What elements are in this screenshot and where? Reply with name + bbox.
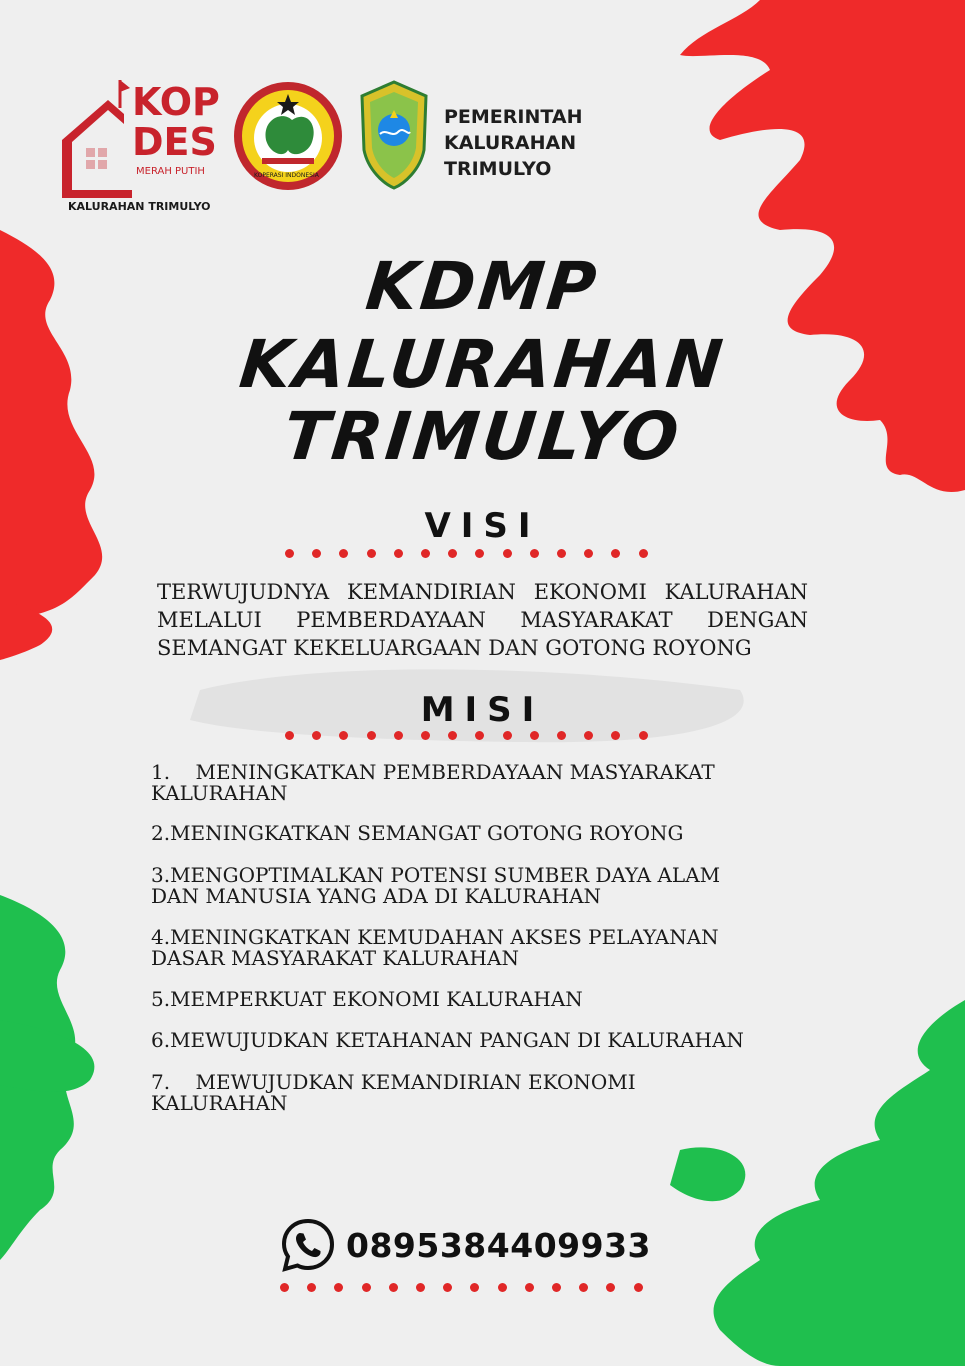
misi-item-1: [151, 762, 811, 804]
divider-dot: [421, 731, 430, 740]
divider-dot: [611, 731, 620, 740]
divider-dot: [470, 1283, 479, 1292]
pemerintah-line-1: PEMERINTAH: [444, 106, 583, 128]
des-text: DES: [132, 120, 217, 164]
divider-dot: [362, 1283, 371, 1292]
misi-item-3-line-2: DAN MANUSIA YANG ADA DI KALURAHAN: [151, 884, 602, 908]
misi-dot-divider: [285, 731, 665, 741]
misi-item-7-line-1: 7. MEWUJUDKAN KEMANDIRIAN EKONOMI: [151, 1070, 636, 1094]
merah-putih-text: MERAH PUTIH: [136, 166, 205, 177]
divider-dot: [421, 549, 430, 558]
misi-item-5-line-1: 5.MEMPERKUAT EKONOMI KALURAHAN: [151, 987, 583, 1011]
divider-dot: [498, 1283, 507, 1292]
divider-dot: [530, 731, 539, 740]
divider-dot: [639, 549, 648, 558]
divider-dot: [475, 549, 484, 558]
divider-dot: [334, 1283, 343, 1292]
title-line-2: KALURAHAN: [236, 326, 729, 403]
phone-number: 0895384409933: [346, 1226, 651, 1265]
visi-line-2: MELALUI PEMBERDAYAAN MASYARAKAT DENGAN: [157, 608, 808, 632]
koperasi-caption: KOPERASI INDONESIA: [254, 172, 319, 179]
visi-line-3: SEMANGAT KEKELUARGAAN DAN GOTONG ROYONG: [157, 636, 752, 660]
divider-dot: [285, 549, 294, 558]
misi-heading: MISI: [420, 690, 545, 730]
divider-dot: [389, 1283, 398, 1292]
divider-dot: [584, 549, 593, 558]
divider-dot: [307, 1283, 316, 1292]
divider-dot: [639, 731, 648, 740]
koperasi-logo: [232, 80, 344, 192]
divider-dot: [530, 549, 539, 558]
divider-dot: [312, 549, 321, 558]
whatsapp-icon: [281, 1218, 335, 1272]
house-icon: [58, 78, 140, 198]
misi-item-4-line-1: 4.MENINGKATKAN KEMUDAHAN AKSES PELAYANAN: [151, 925, 719, 949]
misi-item-1-line-2: KALURAHAN: [151, 781, 288, 805]
divider-dot: [339, 549, 348, 558]
sleman-logo: [358, 80, 430, 190]
divider-dot: [557, 549, 566, 558]
misi-item-3-line-1: 3.MENGOPTIMALKAN POTENSI SUMBER DAYA ALAM: [151, 863, 721, 887]
divider-dot: [312, 731, 321, 740]
misi-item-3: [151, 865, 811, 907]
misi-item-2: [151, 823, 811, 844]
misi-item-4: [151, 927, 811, 969]
divider-dot: [552, 1283, 561, 1292]
visi-dot-divider: [285, 549, 665, 559]
divider-dot: [394, 549, 403, 558]
visi-heading: VISI: [424, 506, 541, 546]
divider-dot: [280, 1283, 289, 1292]
misi-item-5: [151, 989, 811, 1010]
visi-line-1: TERWUJUDNYA KEMANDIRIAN EKONOMI KALURAHAN: [157, 580, 808, 604]
misi-item-2-line-1: 2.MENINGKATKAN SEMANGAT GOTONG ROYONG: [151, 821, 684, 845]
divider-dot: [394, 731, 403, 740]
misi-item-7-line-2: KALURAHAN: [151, 1091, 288, 1115]
shield-emblem-icon: [358, 80, 430, 190]
divider-dot: [611, 549, 620, 558]
misi-item-4-line-2: DASAR MASYARAKAT KALURAHAN: [151, 946, 519, 970]
divider-dot: [634, 1283, 643, 1292]
title-line-1: KDMP: [362, 248, 603, 325]
divider-dot: [448, 731, 457, 740]
divider-dot: [579, 1283, 588, 1292]
kop-text: KOP: [132, 80, 220, 124]
divider-dot: [525, 1283, 534, 1292]
pemerintah-text-block: [444, 104, 582, 182]
misi-item-1-line-1: 1. MENINGKATKAN PEMBERDAYAAN MASYARAKAT: [151, 760, 715, 784]
divider-dot: [367, 731, 376, 740]
misi-item-6: [151, 1030, 811, 1051]
divider-dot: [475, 731, 484, 740]
divider-dot: [339, 731, 348, 740]
divider-dot: [557, 731, 566, 740]
divider-dot: [448, 549, 457, 558]
misi-item-7: [151, 1072, 811, 1114]
divider-dot: [503, 549, 512, 558]
kalurahan-caption: KALURAHAN TRIMULYO: [68, 200, 211, 213]
kopdes-logo: [58, 78, 228, 218]
pemerintah-line-3: TRIMULYO: [444, 158, 552, 180]
divider-dot: [416, 1283, 425, 1292]
divider-dot: [443, 1283, 452, 1292]
divider-dot: [606, 1283, 615, 1292]
divider-dot: [503, 731, 512, 740]
divider-dot: [285, 731, 294, 740]
misi-item-6-line-1: 6.MEWUJUDKAN KETAHANAN PANGAN DI KALURAHAN: [151, 1028, 744, 1052]
pemerintah-line-2: KALURAHAN: [444, 132, 577, 154]
title-line-3: TRIMULYO: [279, 398, 686, 475]
divider-dot: [367, 549, 376, 558]
green-brush-bottom-right: [714, 1000, 965, 1366]
divider-dot: [584, 731, 593, 740]
footer-dot-divider: [280, 1283, 660, 1293]
